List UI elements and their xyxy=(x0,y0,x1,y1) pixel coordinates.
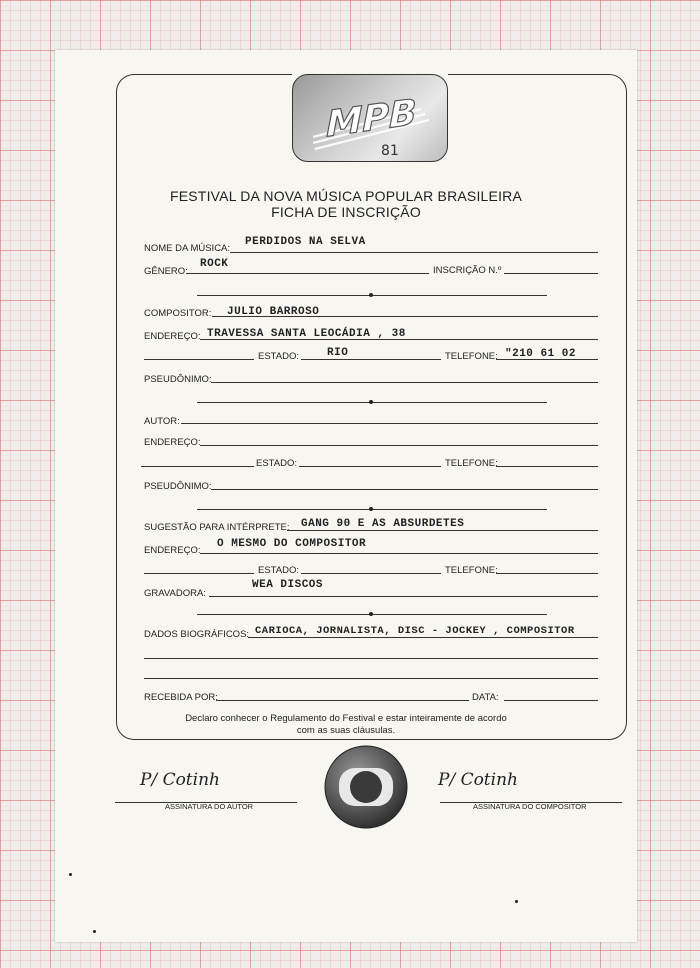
performer-address-line xyxy=(200,553,598,554)
composer-pseudonym-label: PSEUDÔNIMO: xyxy=(144,374,212,385)
composer-value: JULIO BARROSO xyxy=(227,306,320,318)
performer-suggestion-value: GANG 90 E AS ABSURDETES xyxy=(301,518,465,530)
paper-speck xyxy=(515,900,518,903)
bio-value: CARIOCA, JORNALISTA, DISC - JOCKEY , COMPOSITOR xyxy=(255,625,575,637)
performer-address-value: O MESMO DO COMPOSITOR xyxy=(217,538,367,550)
received-by-line xyxy=(216,700,469,701)
mpb-logo-graphic xyxy=(293,75,448,162)
bio-line xyxy=(248,637,598,638)
composer-signature-label: ASSINATURA DO COMPOSITOR xyxy=(473,802,587,811)
form-title: FESTIVAL DA NOVA MÚSICA POPULAR BRASILEIRA xyxy=(169,188,523,204)
composer-address-value: TRAVESSA SANTA LEOCÁDIA , 38 xyxy=(207,328,406,340)
author-address-line xyxy=(200,445,598,446)
separator-dot xyxy=(369,507,373,511)
declaration-line-1: Declaro conhecer o Regulamento do Festival e estar inteiramente de acordo xyxy=(185,713,507,724)
song-name-value: PERDIDOS NA SELVA xyxy=(245,236,366,248)
bio-line xyxy=(144,658,598,659)
form-subtitle: FICHA DE INSCRIÇÃO xyxy=(271,204,421,220)
paper-speck xyxy=(93,930,96,933)
record-label-label: GRAVADORA: xyxy=(144,588,206,599)
registration-form-sheet xyxy=(55,50,637,942)
composer-state-line xyxy=(301,359,441,360)
registration-number-line xyxy=(504,273,598,274)
performer-suggestion-line xyxy=(287,530,598,531)
author-line xyxy=(181,423,598,424)
composer-phone-value: "210 61 02 xyxy=(505,348,577,360)
form-border xyxy=(116,74,627,740)
performer-phone-line xyxy=(496,573,598,574)
date-label: DATA: xyxy=(472,692,499,703)
genre-value: ROCK xyxy=(200,258,229,270)
performer-phone-label: TELEFONE: xyxy=(445,565,498,576)
author-signature: P/ Cotinh xyxy=(140,770,220,790)
author-pseudonym-label: PSEUDÔNIMO: xyxy=(144,481,212,492)
bio-label: DADOS BIOGRÁFICOS: xyxy=(144,629,250,640)
song-name-label: NOME DA MÚSICA: xyxy=(144,243,231,254)
author-state-line xyxy=(299,466,441,467)
record-label-value: WEA DISCOS xyxy=(252,579,324,591)
mpb-logo-year: 81 xyxy=(381,143,399,159)
composer-phone-label: TELEFONE: xyxy=(445,351,498,362)
performer-suggestion-label: SUGESTÃO PARA INTÉRPRETE: xyxy=(144,522,290,533)
author-pseudonym-line xyxy=(211,489,598,490)
registration-number-label: INSCRIÇÃO N.º xyxy=(433,265,502,276)
author-signature-label: ASSINATURA DO AUTOR xyxy=(165,802,254,811)
mpb-logo-text: MPB xyxy=(326,90,417,146)
author-phone-label: TELEFONE: xyxy=(445,458,498,469)
author-phone-line xyxy=(496,466,598,467)
paper-speck xyxy=(69,873,72,876)
performer-state-line xyxy=(301,573,441,574)
received-by-label: RECEBIDA POR: xyxy=(144,692,218,703)
performer-city-line xyxy=(144,573,254,574)
record-label-line xyxy=(209,596,598,597)
genre-line xyxy=(187,273,429,274)
genre-label: GÊNERO: xyxy=(144,266,188,277)
author-state-label: ESTADO: xyxy=(256,458,297,469)
author-label: AUTOR: xyxy=(144,416,180,427)
performer-state-label: ESTADO: xyxy=(258,565,299,576)
mpb-logo xyxy=(292,74,448,162)
bio-line xyxy=(144,678,598,679)
separator-dot xyxy=(369,293,373,297)
composer-state-label: ESTADO: xyxy=(258,351,299,362)
composer-signature: P/ Cotinh xyxy=(438,770,518,790)
separator-dot xyxy=(369,400,373,404)
author-address-label: ENDEREÇO: xyxy=(144,437,201,448)
date-line xyxy=(504,700,598,701)
author-city-line xyxy=(141,466,254,467)
separator-dot xyxy=(369,612,373,616)
globo-emblem xyxy=(323,744,409,830)
composer-pseudonym-line xyxy=(211,382,598,383)
composer-city-line xyxy=(144,359,254,360)
declaration-line-2: com as suas cláusulas. xyxy=(296,725,396,736)
composer-state-value: RIO xyxy=(327,347,349,359)
song-name-line xyxy=(230,252,598,253)
composer-address-label: ENDEREÇO: xyxy=(144,331,201,342)
performer-address-label: ENDEREÇO: xyxy=(144,545,201,556)
composer-label: COMPOSITOR: xyxy=(144,308,212,319)
